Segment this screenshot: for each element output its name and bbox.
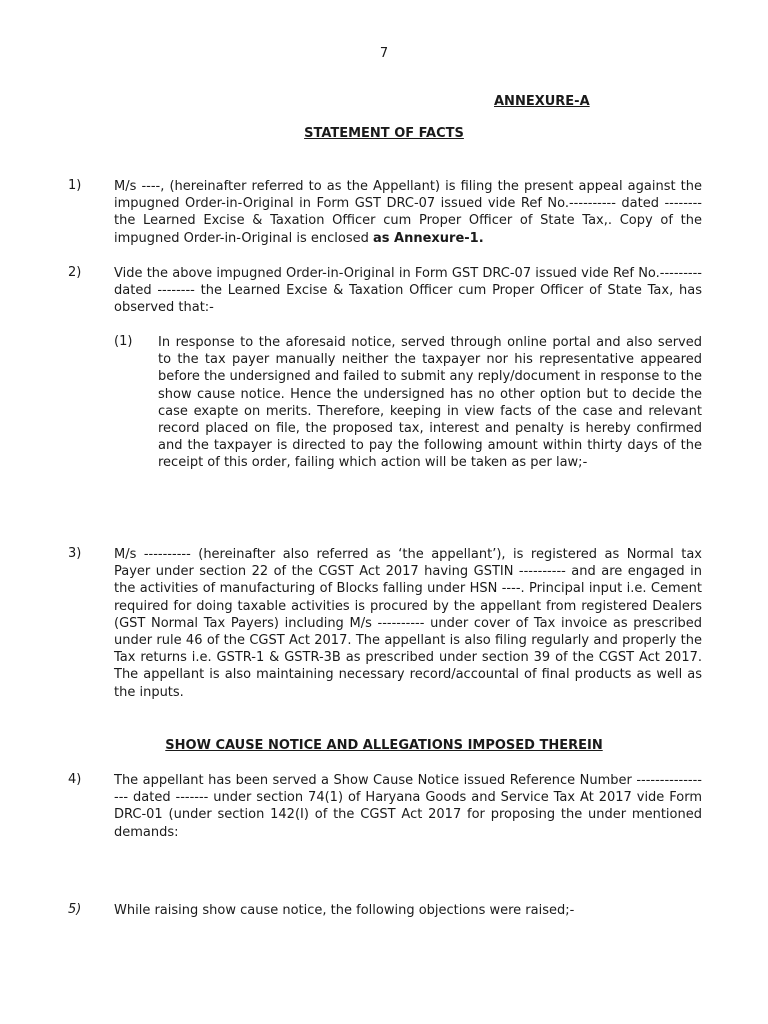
annexure-reference: as Annexure-1. bbox=[372, 230, 484, 246]
sub-paragraph-text: In response to the aforesaid notice, served through online portal and also served to the tax payer manually neither the taxpayer nor his representative appeared before the undersigned and failed to submit any reply/document in response to the show cause notice. Hence the undersigned has no other option but to decide the case exapte on merits. Therefore, keeping in view facts of the case and relevant record placed on file, the proposed tax, interest and penalty is hereby confirmed and the taxpayer is directed to pay the following amount within thirty days of the receipt of this order, failing which action will be taken as per law;- bbox=[158, 335, 702, 471]
paragraph-2 bbox=[68, 265, 702, 317]
paragraph-4 bbox=[68, 772, 702, 841]
paragraph-text: The appellant has been served a Show Cause Notice issued Reference Number ----------------- dated ------- under section 74(1) of Haryana Goods and Service Tax At 2017 vide Form DRC-01 (under section 142(I) of the CGST Act 2017 for proposing the under mentioned demands: bbox=[114, 773, 702, 840]
paragraph-text: M/s ---------- (hereinafter also referred as ‘the appellant’), is registered as Normal tax Payer under section 22 of the CGST Act 2017 having GSTIN ---------- and are engaged in the activities of manufacturing of Blocks falling under HSN ----. Principal input i.e. Cement required for doing taxable activities is procured by the appellant from registered Dealers (GST Normal Tax Payers) including M/s ---------- under cover of Tax invoice as prescribed under rule 46 of the CGST Act 2017. The appellant is also filing regularly and properly the Tax returns i.e. GSTR-1 & GSTR-3B as prescribed under section 39 of the CGST Act 2017. The appellant is also maintaining necessary record/accountal of final products as well as the inputs. bbox=[114, 547, 702, 700]
paragraph-1 bbox=[68, 178, 702, 247]
paragraph-number: 4) bbox=[68, 772, 82, 787]
page-number: 7 bbox=[379, 46, 389, 61]
paragraph-number: 3) bbox=[68, 546, 82, 561]
statement-heading: STATEMENT OF FACTS bbox=[304, 126, 464, 141]
sub-paragraph-1 bbox=[114, 334, 702, 472]
annexure-label: ANNEXURE-A bbox=[494, 94, 590, 109]
paragraph-number: 1) bbox=[68, 178, 82, 193]
paragraph-number: 5) bbox=[68, 902, 82, 917]
paragraph-5 bbox=[68, 902, 702, 919]
paragraph-number: 2) bbox=[68, 265, 82, 280]
paragraph-text: M/s ----, (hereinafter referred to as the Appellant) is filing the present appeal against the impugned Order-in-Original in Form GST DRC-07 issued vide Ref No.---------- dated -------- the Learned Excise & Taxation Officer cum Proper Officer of State Tax,. Copy of the impugned Order-in-Original is enclosed as Annexure-1. bbox=[114, 179, 702, 246]
paragraph-3 bbox=[68, 546, 702, 701]
show-cause-heading: SHOW CAUSE NOTICE AND ALLEGATIONS IMPOSED THEREIN bbox=[165, 738, 603, 753]
paragraph-text: While raising show cause notice, the following objections were raised;- bbox=[114, 903, 575, 918]
sub-paragraph-number: (1) bbox=[114, 334, 133, 349]
paragraph-text: Vide the above impugned Order-in-Original in Form GST DRC-07 issued vide Ref No.---------dated -------- the Learned Excise & Taxation Officer cum Proper Officer of State Tax, has observed that:- bbox=[114, 266, 702, 316]
